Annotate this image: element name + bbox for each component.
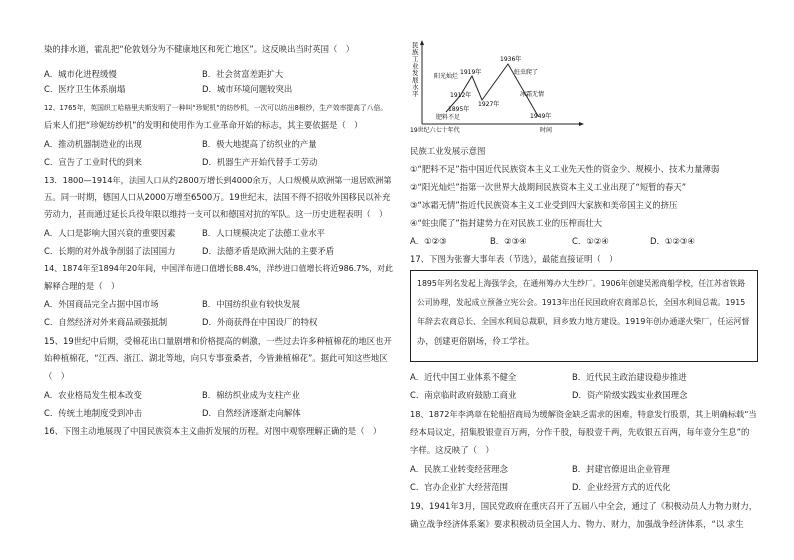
q13-stem-line-2: 五。同一时期，德国人口从2000万增至6500万。19世纪末，法国不得不招收外国移民以补充 [44, 192, 391, 202]
q11-option-b: B．社会贫富差距扩大 [202, 69, 284, 79]
q13-stem-line-3: 劳动力，甚而通过延长兵役年限以维持一支可以和德国对抗的军队。这一历史进程表明（ ） [44, 209, 388, 219]
q17-stem: 17、下图为张謇大事年表（节选），最能直接证明（ ） [410, 254, 618, 264]
chart-year-1919: 1919年 [460, 69, 482, 76]
timeline-line-2: 公司协理，发起成立预备立宪公会。1913年出任民国政府农商部总长，全国水利局总裁。1915 [417, 298, 746, 307]
q17-option-d: D．资产阶级实践实业救国理念 [572, 390, 688, 400]
q15-stem-line-2: 始种植棉花，“江西、浙江、湖北等地，向只专事蚕桑者，今皆兼植棉花”。据此可知这些地区 [44, 353, 388, 363]
chart-start-label: 19世纪六七十年代 [410, 127, 460, 134]
q17-option-c: C．南京临时政府鼓励工商业 [410, 390, 517, 400]
q17-option-a: A．近代中国工业体系不健全 [410, 372, 517, 382]
chart-x-axis-arrow [579, 122, 584, 126]
q12-option-b: B．极大地提高了纺织业的产量 [202, 139, 317, 149]
q18-stem-line-3: 字样。这反映了（ ） [410, 445, 494, 455]
chart-note-frost: 冰霜无情 [520, 91, 545, 98]
q12-option-a: A．推动机器制造业的出现 [44, 139, 142, 149]
q14-stem-line-1: 14、1874年至1894年20年间，中国洋布进口值增长88.4%，洋纱进口值增长将近986.7%，对此 [44, 264, 393, 273]
timeline-line-4: 办，创建更俗剧场，伶工学社。 [417, 336, 535, 346]
q18-stem-line-1: 18、1872年李鸿章在轮船招商局为缓解资金缺乏需求的困难，特意发行股票，其上明确标载“当 [410, 409, 757, 419]
chart-note-sunny: 阳光灿烂 [434, 73, 459, 80]
chart-year-1895: 1895年 [448, 106, 470, 113]
q16-item-2: ②“阳光灿烂”指第一次世界大战期间民族资本主义工业出现了“短暂的春天” [410, 182, 687, 192]
q15-option-d: D．自然经济逐渐走向解体 [202, 408, 301, 418]
q19-stem-line-2: 确立战争经济体系案》要求积极动员全国人力、物力、财力，加强战争经济体系，“以 求生 [410, 519, 744, 529]
chart-caption: 民族工业发展示意图 [410, 146, 486, 156]
q14-option-d: D．外商获得在中国设厂的特权 [202, 317, 318, 327]
q16-stem: 16、下图主动地展现了中国民族资本主义曲折发展的历程。对图中观察理解正确的是（ ） [44, 426, 382, 436]
q18-option-d: D．企业经营方式的近代化 [572, 482, 671, 492]
q15-option-a: A．农业格局发生根本改变 [44, 390, 142, 400]
q15-option-b: B．棉纺织业成为支柱产业 [202, 390, 300, 400]
q16-item-4: ④“蛀虫爬了”指封建势力在对民族工业的压榨而壮大 [410, 218, 603, 228]
q16-option-b: B．②③④ [490, 236, 527, 246]
q11-option-a: A．城市化进程缓慢 [44, 69, 117, 79]
industry-development-chart [410, 40, 590, 140]
q13-option-d: D．法德矛盾是欧洲大陆的主要矛盾 [202, 246, 335, 256]
zhang-jian-timeline-box [410, 270, 758, 362]
q13-option-a: A．人口是影响大国兴衰的重要因素 [44, 228, 176, 238]
chart-y-axis-label: 民族工 业发展 水平 [412, 41, 419, 98]
q13-option-b: B．人口规模决定了法德工业水平 [202, 228, 325, 238]
q16-option-d: D．①②③④ [650, 236, 695, 246]
q13-option-c: C．长期的对外战争削弱了法国国力 [44, 246, 176, 256]
q18-option-b: B．封建官僚退出企业管理 [572, 464, 670, 474]
q18-option-c: C．官办企业扩大经营范围 [410, 482, 508, 492]
q14-option-a: A．外国商品完全占据中国市场 [44, 299, 159, 309]
q18-stem-line-2: 经本局议定，招集股银壹百万两，分作千股，每股壹千两，先收银五百两，每年壹分生息”的 [410, 427, 750, 437]
q12-stem-line-2: 后来人们把“珍妮纺纱机”的发明和使用作为工业革命开始的标志，其主要依据是（ ） [44, 120, 363, 130]
q19-stem-line-1: 19、1941年3月，国民党政府在重庆召开了五届八中全会，通过了《积极动员人力物力财力， [410, 501, 758, 511]
q16-item-1: ①“肥料不足”指中国近代民族资本主义工业先天性的资金少、规模小、技术力量薄弱 [410, 164, 720, 174]
q15-option-c: C．传统土地制度受到冲击 [44, 408, 142, 418]
timeline-line-1: 1895年列名发起上海强学会，在通州筹办大生纱厂。1906年创建吴淞商船学校，任江苏省铁路 [417, 279, 746, 288]
chart-year-1949: 1949年 [530, 113, 552, 120]
q14-option-b: B．中国纺织业有较快发展 [202, 299, 300, 309]
chart-year-1936: 1936年 [500, 56, 522, 63]
timeline-line-3: 年辞去农商总长、全国水利局总裁职，回乡致力地方建设。1919年创办通遂火柴厂，任运河督 [417, 317, 750, 326]
q12-option-c: C．宣告了工业时代的到来 [44, 157, 142, 167]
q15-stem-line-1: 15、19世纪中后期，受棉花出口量剧增和价格提高的刺激，一些过去许多种植棉花的地区也开 [44, 336, 392, 346]
q12-stem-line-1: 12、1765年，英国织工哈格里夫斯发明了一种叫“珍妮机”的纺纱机，一次可以纺出8根纱，生产效率提高了八倍。 [44, 104, 388, 112]
q13-stem-line-1: 13．1800—1914年，法国人口从约2800万增长到4000余万，人口规模从欧洲第一退居欧洲第 [44, 175, 392, 185]
q15-stem-line-3: （ ） [44, 371, 70, 381]
q14-stem-line-2: 解释合理的是（ ） [44, 281, 120, 291]
q11-option-c: C．医疗卫生体系崩塌 [44, 84, 126, 94]
q16-option-c: C．①②④ [572, 236, 609, 246]
q11-stem-end: 染的排水道，霍乱把“伦敦划分为不健康地区和死亡地区”。这反映出当时英国（ ） [44, 44, 355, 54]
chart-year-1927: 1927年 [478, 101, 500, 108]
chart-x-axis-label: 时间 [540, 127, 553, 134]
q11-option-d: D．城市环境问题较突出 [202, 84, 293, 94]
q17-option-b: B．近代民主政治建设稳步推进 [572, 372, 687, 382]
chart-y-axis-arrow [420, 40, 424, 45]
chart-year-1912: 1912年 [450, 92, 472, 99]
q18-option-a: A．民族工业转变经营理念 [410, 464, 508, 474]
q12-option-d: D．机器生产开始代替手工劳动 [202, 157, 318, 167]
chart-note-moth: 蛀虫爬了 [514, 69, 539, 76]
q16-item-3: ③“冰霜无情”指近代民族资本主义工业受到四大家族和美帝国主义的挤压 [410, 200, 678, 210]
q16-option-a: A．①②③ [410, 236, 447, 246]
chart-note-fertilizer: 肥料不足 [436, 114, 461, 121]
q14-option-c: C．自然经济对外来商品顽强抵制 [44, 317, 168, 327]
